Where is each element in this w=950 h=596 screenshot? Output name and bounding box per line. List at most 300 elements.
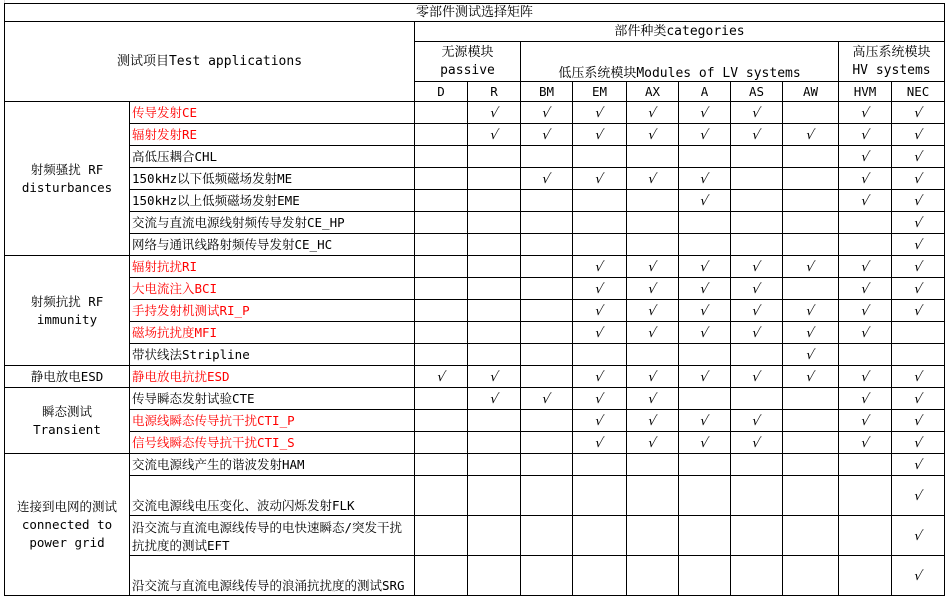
table-row xyxy=(5,278,945,300)
matrix-cell-ax xyxy=(627,300,679,322)
matrix-cell-hvm xyxy=(839,516,892,556)
check-mark-icon: √ xyxy=(912,489,924,504)
check-mark-icon: √ xyxy=(594,260,606,275)
test-applications-header: 测试项目Test applications xyxy=(5,22,415,102)
matrix-cell-nec xyxy=(892,234,945,256)
matrix-cell-hvm xyxy=(839,322,892,344)
table-row xyxy=(5,410,945,432)
check-mark-icon: √ xyxy=(699,414,711,429)
matrix-cell-em xyxy=(573,454,627,476)
matrix-cell-em xyxy=(573,124,627,146)
matrix-cell-as xyxy=(731,454,783,476)
check-mark-icon: √ xyxy=(859,150,871,165)
check-mark-icon: √ xyxy=(859,414,871,429)
matrix-cell-r xyxy=(468,388,521,410)
check-mark-icon: √ xyxy=(859,436,871,451)
matrix-cell-em xyxy=(573,432,627,454)
matrix-cell-aw xyxy=(783,322,839,344)
check-mark-icon: √ xyxy=(859,370,871,385)
check-mark-icon: √ xyxy=(751,106,763,121)
table-row xyxy=(5,476,945,516)
matrix-cell-nec xyxy=(892,146,945,168)
matrix-cell-a xyxy=(679,234,731,256)
column-header-em: EM xyxy=(573,82,627,102)
check-mark-icon: √ xyxy=(647,326,659,341)
test-item-name: 交流电源线产生的谐波发射HAM xyxy=(130,454,415,476)
test-item-name: 150kHz以上低频磁场发射EME xyxy=(130,190,415,212)
check-mark-icon: √ xyxy=(751,414,763,429)
column-header-r: R xyxy=(468,82,521,102)
check-mark-icon: √ xyxy=(912,238,924,253)
matrix-cell-aw xyxy=(783,168,839,190)
table-row xyxy=(5,366,945,388)
test-group-label-line: 瞬态测试 xyxy=(41,403,92,419)
check-mark-icon: √ xyxy=(488,392,500,407)
check-mark-icon: √ xyxy=(541,128,553,143)
check-mark-icon: √ xyxy=(699,326,711,341)
matrix-cell-a xyxy=(679,102,731,124)
matrix-cell-a xyxy=(679,190,731,212)
table-row xyxy=(5,146,945,168)
matrix-cell-bm xyxy=(521,234,573,256)
matrix-cell-ax xyxy=(627,410,679,432)
test-selection-matrix xyxy=(4,3,945,596)
check-mark-icon: √ xyxy=(859,326,871,341)
check-mark-icon: √ xyxy=(647,414,659,429)
test-item-name: 传导瞬态发射试验CTE xyxy=(130,388,415,410)
test-item-name: 交流电源线电压变化、波动闪烁发射FLK xyxy=(130,476,415,516)
check-mark-icon: √ xyxy=(751,436,763,451)
matrix-cell-nec xyxy=(892,366,945,388)
matrix-cell-bm xyxy=(521,168,573,190)
matrix-cell-a xyxy=(679,556,731,596)
matrix-cell-r xyxy=(468,168,521,190)
check-mark-icon: √ xyxy=(647,370,659,385)
check-mark-icon: √ xyxy=(751,128,763,143)
check-mark-icon: √ xyxy=(594,436,606,451)
matrix-cell-hvm xyxy=(839,190,892,212)
check-mark-icon: √ xyxy=(647,282,659,297)
column-header-nec: NEC xyxy=(892,82,945,102)
table-row xyxy=(5,190,945,212)
check-mark-icon: √ xyxy=(699,106,711,121)
matrix-cell-aw xyxy=(783,234,839,256)
table-row xyxy=(5,322,945,344)
check-mark-icon: √ xyxy=(859,260,871,275)
check-mark-icon: √ xyxy=(541,172,553,187)
check-mark-icon: √ xyxy=(594,172,606,187)
matrix-cell-hvm xyxy=(839,476,892,516)
test-item-name: 磁场抗扰度MFI xyxy=(130,322,415,344)
matrix-cell-as xyxy=(731,344,783,366)
check-mark-icon: √ xyxy=(751,370,763,385)
matrix-cell-aw xyxy=(783,256,839,278)
matrix-cell-ax xyxy=(627,556,679,596)
test-group-label xyxy=(5,256,130,366)
matrix-cell-bm xyxy=(521,278,573,300)
test-item-name: 辐射抗扰RI xyxy=(130,256,415,278)
check-mark-icon: √ xyxy=(805,370,817,385)
check-mark-icon: √ xyxy=(912,216,924,231)
check-mark-icon: √ xyxy=(859,282,871,297)
matrix-cell-bm xyxy=(521,344,573,366)
matrix-cell-a xyxy=(679,278,731,300)
check-mark-icon: √ xyxy=(594,128,606,143)
matrix-cell-as xyxy=(731,322,783,344)
check-mark-icon: √ xyxy=(912,128,924,143)
check-mark-icon: √ xyxy=(859,304,871,319)
matrix-cell-hvm xyxy=(839,432,892,454)
check-mark-icon: √ xyxy=(594,304,606,319)
matrix-cell-r xyxy=(468,212,521,234)
matrix-cell-as xyxy=(731,300,783,322)
matrix-cell-as xyxy=(731,256,783,278)
test-item-name: 辐射发射RE xyxy=(130,124,415,146)
check-mark-icon: √ xyxy=(699,282,711,297)
matrix-cell-nec xyxy=(892,300,945,322)
table-row xyxy=(5,234,945,256)
matrix-cell-em xyxy=(573,556,627,596)
matrix-cell-em xyxy=(573,322,627,344)
matrix-cell-em xyxy=(573,410,627,432)
matrix-cell-hvm xyxy=(839,124,892,146)
matrix-cell-d xyxy=(415,300,468,322)
matrix-cell-ax xyxy=(627,146,679,168)
matrix-cell-hvm xyxy=(839,366,892,388)
check-mark-icon: √ xyxy=(699,172,711,187)
matrix-cell-bm xyxy=(521,516,573,556)
matrix-cell-nec xyxy=(892,344,945,366)
test-item-name: 信号线瞬态传导抗干扰CTI_S xyxy=(130,432,415,454)
check-mark-icon: √ xyxy=(805,326,817,341)
matrix-cell-as xyxy=(731,102,783,124)
matrix-cell-em xyxy=(573,146,627,168)
check-mark-icon: √ xyxy=(912,282,924,297)
matrix-cell-d xyxy=(415,102,468,124)
matrix-cell-a xyxy=(679,476,731,516)
column-header-aw: AW xyxy=(783,82,839,102)
matrix-cell-d xyxy=(415,190,468,212)
matrix-cell-ax xyxy=(627,344,679,366)
matrix-cell-a xyxy=(679,366,731,388)
matrix-cell-r xyxy=(468,410,521,432)
test-group-label-line: 射频抗扰 RF xyxy=(30,293,104,309)
matrix-cell-ax xyxy=(627,476,679,516)
matrix-cell-bm xyxy=(521,212,573,234)
test-group-label xyxy=(5,454,130,596)
check-mark-icon: √ xyxy=(699,260,711,275)
matrix-cell-a xyxy=(679,388,731,410)
matrix-cell-ax xyxy=(627,454,679,476)
matrix-cell-nec xyxy=(892,476,945,516)
check-mark-icon: √ xyxy=(912,436,924,451)
hv-group-header xyxy=(839,42,945,82)
matrix-cell-r xyxy=(468,454,521,476)
matrix-cell-a xyxy=(679,212,731,234)
matrix-cell-em xyxy=(573,476,627,516)
matrix-cell-nec xyxy=(892,256,945,278)
matrix-cell-ax xyxy=(627,124,679,146)
check-mark-icon: √ xyxy=(912,194,924,209)
matrix-cell-bm xyxy=(521,322,573,344)
passive-group-cn: 无源模块 xyxy=(441,44,494,60)
matrix-cell-a xyxy=(679,410,731,432)
table-row xyxy=(5,102,945,124)
matrix-cell-nec xyxy=(892,556,945,596)
matrix-cell-r xyxy=(468,516,521,556)
test-item-name: 传导发射CE xyxy=(130,102,415,124)
matrix-cell-hvm xyxy=(839,168,892,190)
matrix-cell-a xyxy=(679,432,731,454)
matrix-cell-aw xyxy=(783,190,839,212)
matrix-cell-nec xyxy=(892,432,945,454)
matrix-cell-a xyxy=(679,146,731,168)
check-mark-icon: √ xyxy=(435,370,447,385)
matrix-title: 零部件测试选择矩阵 xyxy=(5,4,945,22)
matrix-cell-nec xyxy=(892,278,945,300)
matrix-cell-d xyxy=(415,168,468,190)
matrix-cell-em xyxy=(573,278,627,300)
matrix-cell-as xyxy=(731,366,783,388)
matrix-cell-nec xyxy=(892,388,945,410)
matrix-cell-bm xyxy=(521,190,573,212)
check-mark-icon: √ xyxy=(594,106,606,121)
matrix-cell-hvm xyxy=(839,300,892,322)
matrix-cell-aw xyxy=(783,124,839,146)
matrix-cell-r xyxy=(468,366,521,388)
matrix-cell-as xyxy=(731,516,783,556)
test-group-label-line: immunity xyxy=(36,311,98,327)
check-mark-icon: √ xyxy=(912,304,924,319)
matrix-cell-bm xyxy=(521,388,573,410)
matrix-cell-as xyxy=(731,476,783,516)
column-header-ax: AX xyxy=(627,82,679,102)
matrix-cell-aw xyxy=(783,212,839,234)
matrix-cell-ax xyxy=(627,234,679,256)
check-mark-icon: √ xyxy=(912,370,924,385)
check-mark-icon: √ xyxy=(859,392,871,407)
matrix-cell-bm xyxy=(521,124,573,146)
matrix-cell-bm xyxy=(521,366,573,388)
matrix-cell-aw xyxy=(783,366,839,388)
matrix-cell-aw xyxy=(783,344,839,366)
matrix-cell-nec xyxy=(892,410,945,432)
check-mark-icon: √ xyxy=(541,106,553,121)
matrix-cell-d xyxy=(415,212,468,234)
matrix-cell-nec xyxy=(892,322,945,344)
table-row xyxy=(5,212,945,234)
matrix-cell-aw xyxy=(783,432,839,454)
passive-group-header xyxy=(415,42,521,82)
check-mark-icon: √ xyxy=(805,304,817,319)
check-mark-icon: √ xyxy=(647,128,659,143)
table-row xyxy=(5,256,945,278)
test-item-name: 高低压耦合CHL xyxy=(130,146,415,168)
matrix-cell-ax xyxy=(627,278,679,300)
matrix-cell-d xyxy=(415,256,468,278)
check-mark-icon: √ xyxy=(912,458,924,473)
check-mark-icon: √ xyxy=(859,172,871,187)
check-mark-icon: √ xyxy=(805,348,817,363)
test-group-label-line: 射频骚扰 RF xyxy=(30,161,104,177)
matrix-cell-em xyxy=(573,388,627,410)
test-item-name: 沿交流与直流电源线传导的电快速瞬态/突发干扰抗扰度的测试EFT xyxy=(130,516,415,556)
matrix-cell-d xyxy=(415,124,468,146)
check-mark-icon: √ xyxy=(751,260,763,275)
matrix-cell-em xyxy=(573,344,627,366)
column-header-d: D xyxy=(415,82,468,102)
matrix-cell-nec xyxy=(892,168,945,190)
matrix-cell-ax xyxy=(627,432,679,454)
matrix-cell-d xyxy=(415,476,468,516)
matrix-cell-hvm xyxy=(839,556,892,596)
check-mark-icon: √ xyxy=(488,128,500,143)
matrix-cell-bm xyxy=(521,146,573,168)
matrix-cell-r xyxy=(468,432,521,454)
matrix-cell-r xyxy=(468,322,521,344)
matrix-cell-ax xyxy=(627,190,679,212)
matrix-cell-em xyxy=(573,212,627,234)
matrix-cell-as xyxy=(731,410,783,432)
passive-group-en: passive xyxy=(440,62,495,78)
matrix-cell-aw xyxy=(783,516,839,556)
matrix-cell-aw xyxy=(783,300,839,322)
matrix-cell-hvm xyxy=(839,212,892,234)
matrix-cell-d xyxy=(415,556,468,596)
matrix-cell-hvm xyxy=(839,388,892,410)
table-row xyxy=(5,388,945,410)
matrix-cell-em xyxy=(573,516,627,556)
test-group-label-line: 连接到电网的测试 xyxy=(16,498,117,514)
matrix-cell-r xyxy=(468,300,521,322)
check-mark-icon: √ xyxy=(859,106,871,121)
test-item-name: 沿交流与直流电源线传导的浪涌抗扰度的测试SRG xyxy=(130,556,415,596)
matrix-cell-nec xyxy=(892,102,945,124)
matrix-cell-em xyxy=(573,190,627,212)
check-mark-icon: √ xyxy=(912,106,924,121)
check-mark-icon: √ xyxy=(594,392,606,407)
matrix-cell-r xyxy=(468,146,521,168)
matrix-cell-nec xyxy=(892,454,945,476)
check-mark-icon: √ xyxy=(912,529,924,544)
matrix-cell-r xyxy=(468,256,521,278)
matrix-cell-d xyxy=(415,344,468,366)
matrix-cell-as xyxy=(731,388,783,410)
matrix-cell-r xyxy=(468,102,521,124)
matrix-cell-as xyxy=(731,278,783,300)
check-mark-icon: √ xyxy=(699,128,711,143)
matrix-cell-as xyxy=(731,146,783,168)
matrix-cell-aw xyxy=(783,556,839,596)
check-mark-icon: √ xyxy=(805,260,817,275)
table-row xyxy=(5,454,945,476)
column-header-as: AS xyxy=(731,82,783,102)
check-mark-icon: √ xyxy=(805,128,817,143)
matrix-cell-bm xyxy=(521,556,573,596)
matrix-cell-as xyxy=(731,556,783,596)
check-mark-icon: √ xyxy=(751,282,763,297)
lv-group-header: 低压系统模块Modules of LV systems xyxy=(521,42,839,82)
matrix-cell-r xyxy=(468,190,521,212)
matrix-cell-aw xyxy=(783,410,839,432)
matrix-cell-ax xyxy=(627,388,679,410)
check-mark-icon: √ xyxy=(751,304,763,319)
test-group-label-line: 静电放电ESD xyxy=(30,368,104,384)
matrix-cell-hvm xyxy=(839,344,892,366)
matrix-cell-as xyxy=(731,168,783,190)
matrix-cell-a xyxy=(679,300,731,322)
matrix-cell-bm xyxy=(521,102,573,124)
check-mark-icon: √ xyxy=(647,392,659,407)
check-mark-icon: √ xyxy=(594,370,606,385)
matrix-cell-as xyxy=(731,432,783,454)
matrix-cell-bm xyxy=(521,432,573,454)
matrix-cell-em xyxy=(573,234,627,256)
matrix-cell-aw xyxy=(783,388,839,410)
column-header-bm: BM xyxy=(521,82,573,102)
check-mark-icon: √ xyxy=(912,172,924,187)
matrix-cell-aw xyxy=(783,476,839,516)
matrix-cell-ax xyxy=(627,516,679,556)
check-mark-icon: √ xyxy=(699,436,711,451)
check-mark-icon: √ xyxy=(912,569,924,584)
check-mark-icon: √ xyxy=(594,414,606,429)
check-mark-icon: √ xyxy=(647,436,659,451)
test-item-name: 交流与直流电源线射频传导发射CE_HP xyxy=(130,212,415,234)
check-mark-icon: √ xyxy=(912,414,924,429)
hv-group-en: HV systems xyxy=(852,62,931,78)
matrix-cell-r xyxy=(468,556,521,596)
check-mark-icon: √ xyxy=(647,260,659,275)
table-row xyxy=(5,168,945,190)
matrix-cell-em xyxy=(573,256,627,278)
test-item-name: 大电流注入BCI xyxy=(130,278,415,300)
test-group-label-line: disturbances xyxy=(21,179,113,195)
categories-header: 部件种类categories xyxy=(415,22,945,42)
table-row xyxy=(5,344,945,366)
matrix-cell-a xyxy=(679,124,731,146)
table-row xyxy=(5,556,945,596)
table-row xyxy=(5,124,945,146)
check-mark-icon: √ xyxy=(912,260,924,275)
test-item-name: 网络与通讯线路射频传导发射CE_HC xyxy=(130,234,415,256)
check-mark-icon: √ xyxy=(541,392,553,407)
check-mark-icon: √ xyxy=(912,392,924,407)
matrix-cell-ax xyxy=(627,102,679,124)
table-row xyxy=(5,300,945,322)
check-mark-icon: √ xyxy=(594,326,606,341)
matrix-cell-hvm xyxy=(839,278,892,300)
check-mark-icon: √ xyxy=(859,194,871,209)
matrix-cell-ax xyxy=(627,322,679,344)
matrix-cell-d xyxy=(415,322,468,344)
matrix-cell-r xyxy=(468,234,521,256)
matrix-cell-aw xyxy=(783,146,839,168)
test-item-name: 150kHz以下低频磁场发射ME xyxy=(130,168,415,190)
matrix-cell-d xyxy=(415,454,468,476)
matrix-cell-d xyxy=(415,388,468,410)
matrix-cell-d xyxy=(415,432,468,454)
check-mark-icon: √ xyxy=(859,128,871,143)
matrix-cell-bm xyxy=(521,300,573,322)
matrix-cell-hvm xyxy=(839,256,892,278)
matrix-cell-d xyxy=(415,366,468,388)
matrix-cell-nec xyxy=(892,124,945,146)
hv-group-cn: 高压系统模块 xyxy=(852,44,931,60)
check-mark-icon: √ xyxy=(488,106,500,121)
matrix-cell-as xyxy=(731,212,783,234)
matrix-cell-r xyxy=(468,124,521,146)
